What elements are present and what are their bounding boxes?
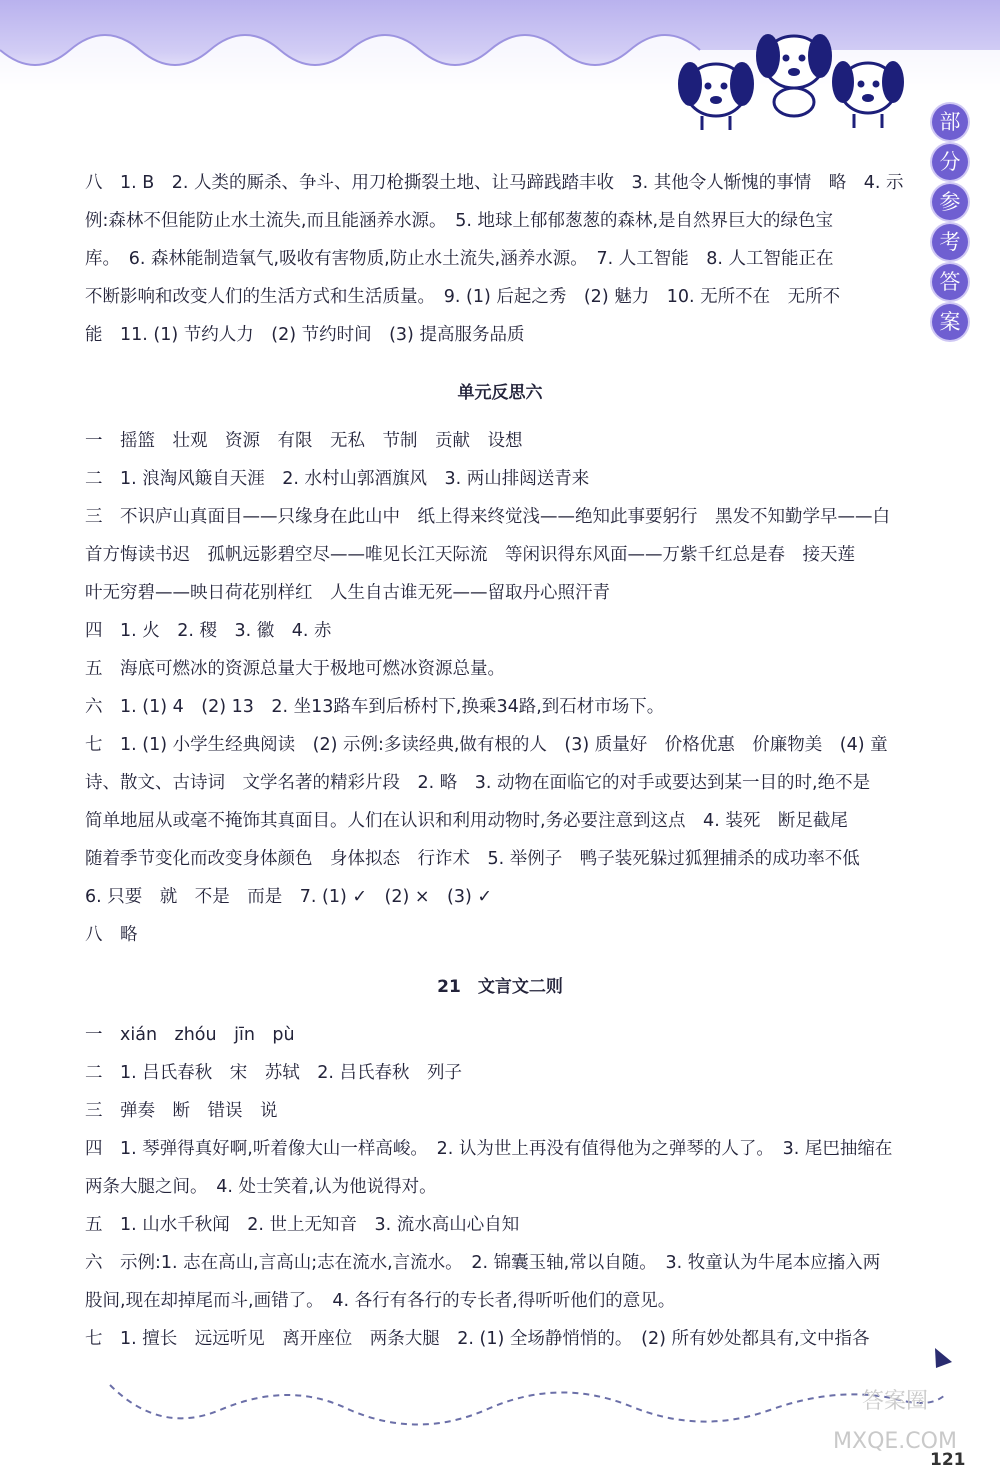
answer-line: 七 1. (1) 小学生经典阅读 (2) 示例:多读经典,做有根的人 (3) 质量好 价格优惠 价廉物美 (4) 童 (85, 735, 888, 755)
answer-line: 八 略 (85, 925, 138, 945)
answer-section-tab (929, 104, 971, 344)
side-tab-char: 考 (932, 224, 968, 260)
answer-line: 四 1. 琴弹得真好啊,听着像大山一样高峻。 2. 认为世上再没有值得他为之弹琴的人了。 3. 尾巴抽缩在 (85, 1139, 893, 1159)
page-number: 121 (930, 1450, 966, 1470)
answer-line: 诗、散文、古诗词 文学名著的精彩片段 2. 略 3. 动物在面临它的对手或要达到某一目的时,绝不是 (85, 773, 871, 793)
arrow-icon (935, 1348, 952, 1368)
answer-line: 不断影响和改变人们的生活方式和生活质量。 9. (1) 后起之秀 (2) 魅力 10. 无所不在 无所不 (85, 287, 841, 307)
answer-line: 叶无穷碧——映日荷花别样红 人生自古谁无死——留取丹心照汗青 (85, 583, 610, 603)
answer-line: 二 1. 浪淘风簸自天涯 2. 水村山郭酒旗风 3. 两山排闼送青来 (85, 469, 590, 489)
answer-line: 七 1. 擅长 远远听见 离开座位 两条大腿 2. (1) 全场静悄悄的。 (2) 所有妙处都具有,文中指各 (85, 1329, 870, 1349)
answer-line: 6. 只要 就 不是 而是 7. (1) ✓ (2) × (3) ✓ (85, 887, 493, 907)
answer-line: 库。 6. 森林能制造氧气,吸收有害物质,防止水土流失,涵养水源。 7. 人工智能 8. 人工智能正在 (85, 249, 834, 269)
answer-line: 两条大腿之间。 4. 处士笑着,认为他说得对。 (85, 1177, 437, 1197)
answer-line: 八 1. B 2. 人类的厮杀、争斗、用刀枪撕裂土地、让马蹄践踏丰收 3. 其他令人惭愧的事情 略 4. 示 (85, 173, 904, 193)
watermark-line2: MXQE.COM (833, 1429, 957, 1454)
puppy-right-icon (832, 61, 904, 128)
answer-line: 股间,现在却掉尾而斗,画错了。 4. 各行有各行的专长者,得听听他们的意见。 (85, 1291, 676, 1311)
answer-line: 首方悔读书迟 孤帆远影碧空尽——唯见长江天际流 等闲识得东风面——万紫千红总是春 接天莲 (85, 545, 855, 565)
answer-line: 三 弹奏 断 错误 说 (85, 1101, 278, 1121)
answer-line: 随着季节变化而改变身体颜色 身体拟态 行诈术 5. 举例子 鸭子装死躲过狐狸捕杀的成功率不低 (85, 849, 860, 869)
answer-line: 一 xián zhóu jīn pù (85, 1025, 295, 1045)
side-tab-char: 部 (932, 104, 968, 140)
side-tab-char: 分 (932, 144, 968, 180)
answer-line: 简单地屈从或毫不掩饰其真面目。人们在认识和利用动物时,务必要注意到这点 4. 装死 断足截尾 (85, 811, 848, 831)
side-tab-char: 案 (932, 304, 968, 340)
answer-line: 五 海底可燃冰的资源总量大于极地可燃冰资源总量。 (85, 659, 505, 679)
side-tab-char: 答 (932, 264, 968, 300)
answer-line: 例:森林不但能防止水土流失,而且能涵养水源。 5. 地球上郁郁葱葱的森林,是自然界巨大的绿色宝 (85, 211, 834, 231)
answer-line: 二 1. 吕氏春秋 宋 苏轼 2. 吕氏春秋 列子 (85, 1063, 463, 1083)
answer-line: 四 1. 火 2. 稷 3. 徽 4. 赤 (85, 621, 332, 641)
answer-line: 能 11. (1) 节约人力 (2) 节约时间 (3) 提高服务品质 (85, 325, 525, 345)
answer-line: 六 示例:1. 志在高山,言高山;志在流水,言流水。 2. 锦囊玉轴,常以自随。 3. 牧童认为牛尾本应搐入两 (85, 1253, 881, 1273)
side-tab-char: 参 (932, 184, 968, 220)
puppy-left-icon (678, 62, 754, 130)
answer-line: 三 不识庐山真面目——只缘身在此山中 纸上得来终觉浅——绝知此事要躬行 黑发不知勤学早——白 (85, 507, 890, 527)
answer-line: 六 1. (1) 4 (2) 13 2. 坐13路车到后桥村下,换乘34路,到石材市场下。 (85, 697, 665, 717)
answer-line: 五 1. 山水千秋闻 2. 世上无知音 3. 流水高山心自知 (85, 1215, 520, 1235)
section-title: 21 文言文二则 (437, 977, 563, 997)
puppy-middle-icon (756, 34, 832, 116)
puppies-illustration (676, 18, 911, 136)
answer-line: 一 摇篮 壮观 资源 有限 无私 节制 贡献 设想 (85, 431, 523, 451)
watermark-line1: 答案圈 (861, 1389, 928, 1414)
section-title: 单元反思六 (457, 383, 543, 403)
